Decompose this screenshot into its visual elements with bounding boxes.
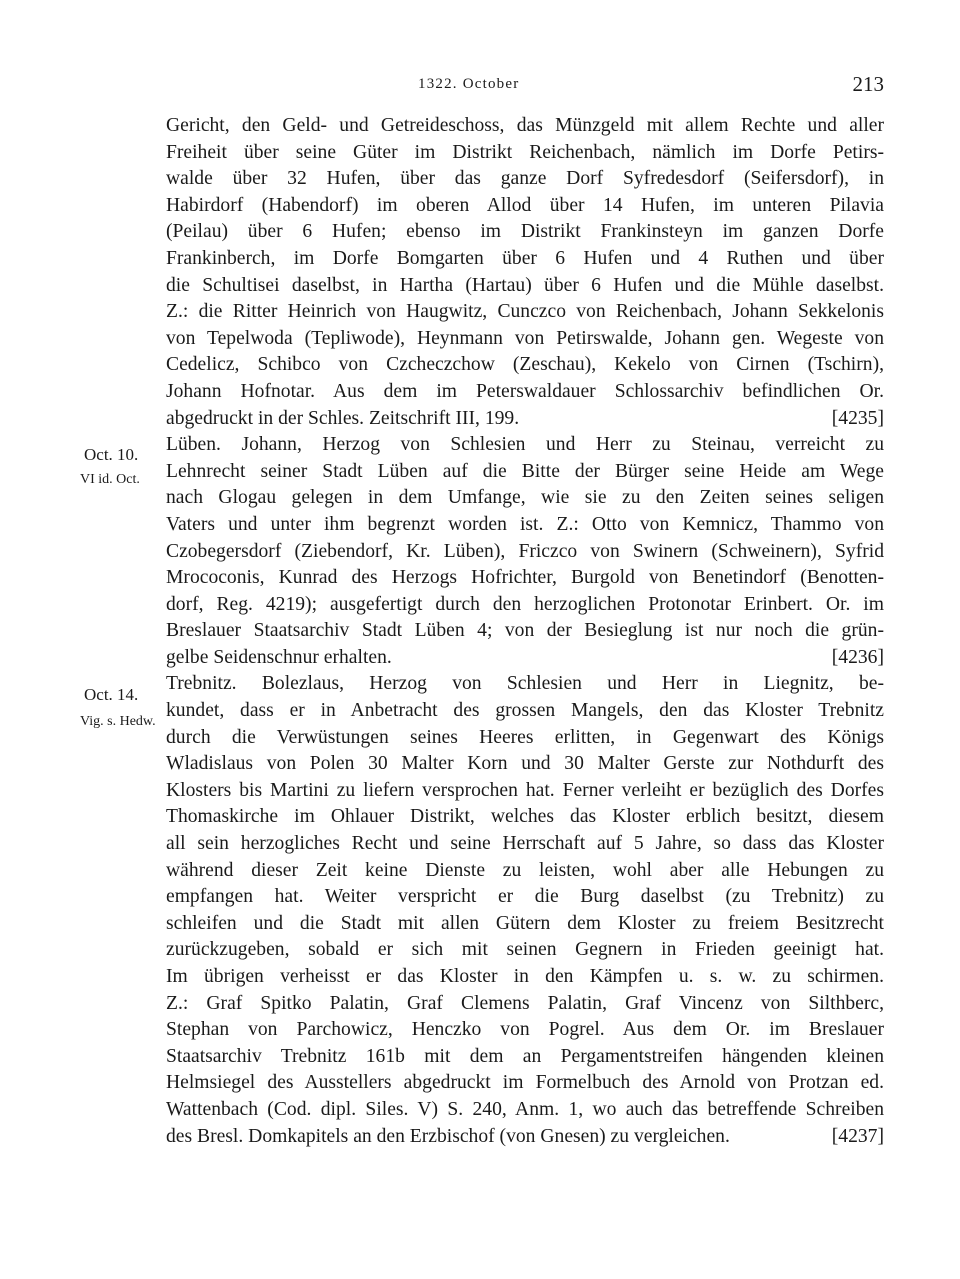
running-title: 1322. October (418, 76, 520, 92)
text-line: walde über 32 Hufen, über das ganze Dorf Syfredesdorf (Seifersdorf), in (166, 168, 884, 190)
text-line: Thomaskirche im Ohlauer Distrikt, welches das Kloster erblich besitzt, diesem (166, 806, 884, 828)
text-line: Helmsiegel des Ausstellers abgedruckt im Formelbuch des Arnold von Protzan ed. (166, 1072, 884, 1094)
text-line: Mrococonis, Kunrad des Herzogs Hofrichter, Burgold von Benetindorf (Benotten- (166, 567, 884, 589)
text-line-content: gelbe Seidenschnur erhalten. (166, 646, 392, 668)
text-line: empfangen hat. Weiter verspricht er die Burg daselbst (zu Trebnitz) zu (166, 886, 884, 908)
text-line: Lehnrecht seiner Stadt Lüben auf die Bitte der Bürger seine Heide am Wege (166, 460, 884, 482)
text-line: Z.: die Ritter Heinrich von Haugwitz, Cunczco von Reichenbach, Johann Sekkelonis (166, 301, 884, 323)
entry-number-4235: [4235] (831, 407, 884, 429)
text-line: Wladislaus von Polen 30 Malter Korn und 30 Malter Gerste zur Nothdurft des (166, 753, 884, 775)
margin-date-oct-10: Oct. 10. (84, 445, 139, 464)
entry-end-line (166, 406, 884, 433)
entry-end-line (166, 1124, 884, 1151)
text-line: zurückzugeben, sobald er sich mit seinen Gegnern in Frieden geeinigt hat. (166, 939, 884, 961)
text-line: Gericht, den Geld- und Getreideschoss, das Münzgeld mit allem Rechte und aller (166, 115, 884, 136)
text-line: Im übrigen verheisst er das Kloster in den Kämpfen u. s. w. zu schirmen. (166, 966, 884, 987)
text-line: Breslauer Staatsarchiv Stadt Lüben 4; von der Besieglung ist nur noch die grün- (166, 620, 884, 642)
text-line: während dieser Zeit keine Dienste zu leisten, wohl aber alle Hebungen zu (166, 859, 884, 881)
margin-date-vi-id-oct: VI id. Oct. (80, 472, 140, 487)
text-line: (Peilau) über 6 Hufen; ebenso im Distrikt Frankinsteyn im ganzen Dorfe (166, 221, 884, 243)
margin-date-vig-s-hedw: Vig. s. Hedw. (80, 714, 156, 729)
entry-number-4236: [4236] (831, 646, 884, 668)
text-line: Cedelicz, Schibco von Czcheczchow (Zeschau), Kekelo von Cirnen (Tschirn), (166, 354, 884, 376)
text-line: Stephan von Parchowicz, Henczko von Pogrel. Aus dem Or. im Breslauer (166, 1019, 884, 1041)
text-line-content: abgedruckt in der Schles. Zeitschrift III, 199. (166, 407, 520, 429)
text-line: von Tepelwoda (Tepliwode), Heynmann von Petirswalde, Johann gen. Wegeste von (166, 327, 884, 349)
text-line: Klosters bis Martini zu liefern versprochen hat. Ferner verleiht er bezüglich des Dorfes (166, 779, 884, 801)
running-header (0, 72, 960, 100)
margin-date-oct-14: Oct. 14. (84, 685, 139, 704)
text-line: Johann Hofnotar. Aus dem im Peterswaldauer Schlossarchiv befindlichen Or. (166, 380, 884, 402)
text-line: kundet, dass er in Anbetracht des grossen Mangels, den das Kloster Trebnitz (166, 700, 884, 722)
text-line: Frankinberch, im Dorfe Bomgarten über 6 Hufen und 4 Ruthen und über (166, 247, 884, 269)
page-number: 213 (852, 72, 884, 96)
text-line: die Schultisei daselbst, in Hartha (Hartau) über 6 Hufen und die Mühle daselbst. (166, 274, 884, 296)
text-line: Trebnitz. Bolezlaus, Herzog von Schlesien und Herr in Liegnitz, be- (166, 673, 884, 695)
text-line: Czobegersdorf (Ziebendorf, Kr. Lüben), Friczco von Swinern (Schweinern), Syfrid (166, 540, 884, 562)
text-line: Z.: Graf Spitko Palatin, Graf Clemens Palatin, Graf Vincenz von Silthberc, (166, 992, 884, 1014)
entry-end-line (166, 645, 884, 672)
document-body (166, 113, 884, 1150)
text-line: Lüben. Johann, Herzog von Schlesien und Herr zu Steinau, verreicht zu (166, 434, 884, 456)
text-line: durch die Verwüstungen seines Heeres erlitten, in Gegenwart des Königs (166, 726, 884, 748)
text-line: Freiheit über seine Güter im Distrikt Reichenbach, nämlich im Dorfe Petirs- (166, 141, 884, 163)
entry-number-4237: [4237] (831, 1125, 884, 1147)
text-line: Habirdorf (Habendorf) im oberen Allod über 14 Hufen, im unteren Pilavia (166, 194, 884, 216)
text-line: all sein herzogliches Recht und seine Herrschaft auf 5 Jahre, so dass das Kloster (166, 833, 884, 855)
text-line: Vaters und unter ihm begrenzt worden ist. Z.: Otto von Kemnicz, Thammo von (166, 513, 884, 535)
text-line: Wattenbach (Cod. dipl. Siles. V) S. 240, Anm. 1, wo auch das betreffende Schreiben (166, 1098, 884, 1120)
text-line: schleifen und die Stadt mit allen Gütern dem Kloster zu freiem Besitzrecht (166, 912, 884, 934)
text-line-content: des Bresl. Domkapitels an den Erzbischof (von Gnesen) zu vergleichen. (166, 1125, 730, 1147)
text-line: Staatsarchiv Trebnitz 161b mit dem an Pergamentstreifen hängenden kleinen (166, 1045, 884, 1067)
text-line: dorf, Reg. 4219); ausgefertigt durch den herzoglichen Protonotar Erinbert. Or. im (166, 593, 884, 615)
text-line: nach Glogau gelegen in dem Umfange, wie sie zu den Zeiten seines seligen (166, 487, 884, 509)
